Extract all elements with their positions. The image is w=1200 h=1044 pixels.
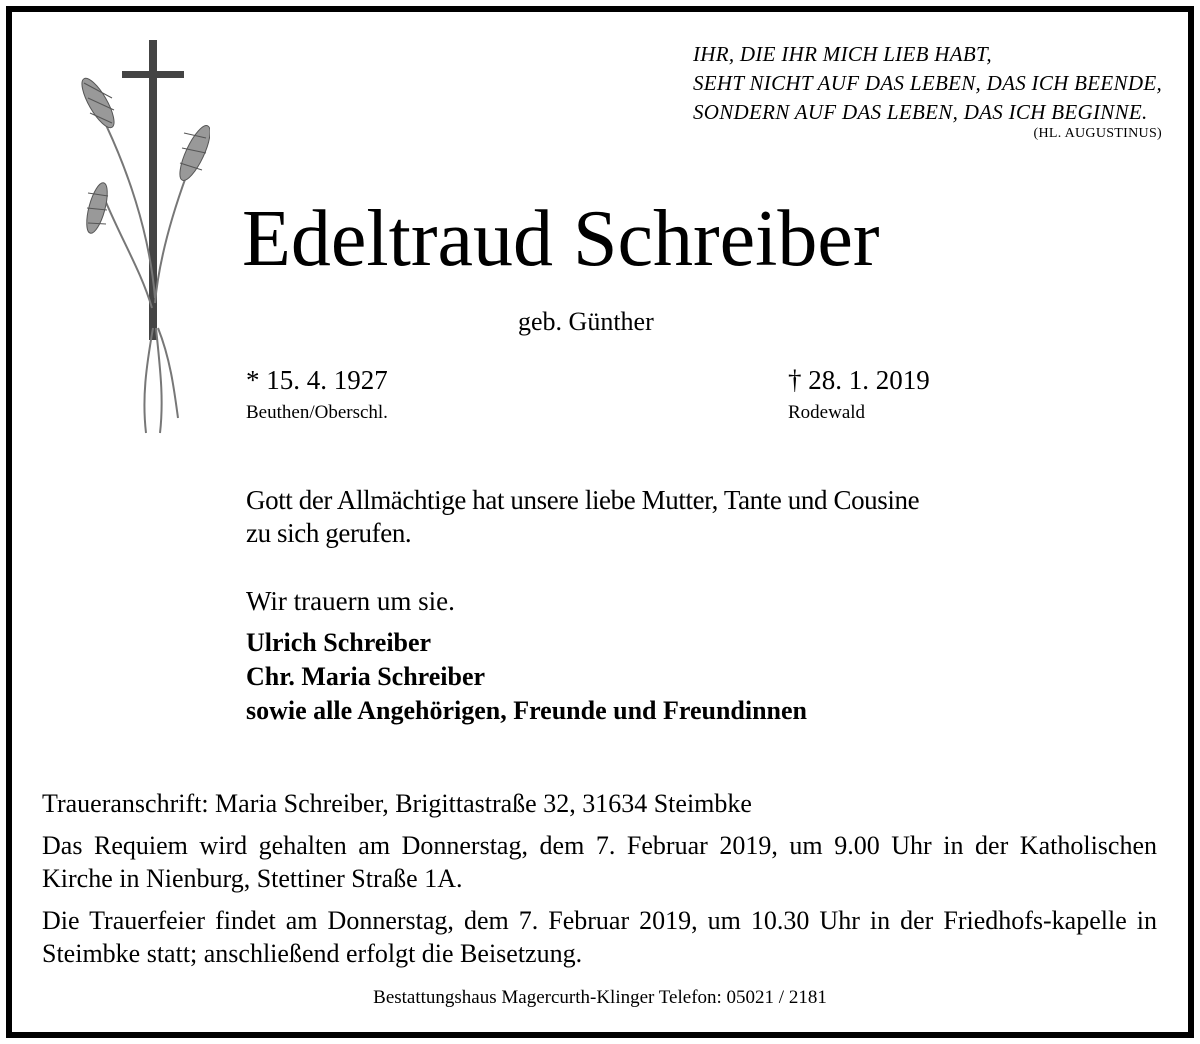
announcement-line: Gott der Allmächtige hat unsere liebe Mutter, Tante und Cousine [246, 485, 920, 515]
maiden-name: geb. Günther [518, 307, 654, 336]
birth-place: Beuthen/Oberschl. [246, 402, 388, 423]
announcement-text [246, 484, 919, 550]
quote-line: SONDERN AUF DAS LEBEN, DAS ICH BEGINNE. [692, 100, 1148, 124]
mourners-list [246, 626, 807, 728]
quote-source: (HL. AUGUSTINUS) [1033, 126, 1162, 141]
deceased-name: Edeltraud Schreiber [242, 195, 880, 283]
mourner-name: Ulrich Schreiber [246, 628, 432, 657]
mourner-name: Chr. Maria Schreiber [246, 662, 486, 691]
quote-block [693, 40, 1162, 143]
requiem-info: Das Requiem wird gehalten am Donnerstag, dem 7. Februar 2019, um 9.00 Uhr in der Katholischen Kirche in Nienburg, Stettiner Straße 1A. [42, 831, 1157, 893]
quote-line: SEHT NICHT AUF DAS LEBEN, DAS ICH BEENDE, [692, 71, 1162, 95]
funeral-home-contact: Bestattungshaus Magercurth-Klinger Telefon: 05021 / 2181 [373, 987, 827, 1008]
ceremony-info: Die Trauerfeier findet am Donnerstag, dem 7. Februar 2019, um 10.30 Uhr in der Friedhofs-kapelle in Steimbke statt; anschließend erfolgt die Beisetzung. [42, 906, 1157, 968]
death-date: † 28. 1. 2019 [788, 365, 930, 395]
death-info [788, 364, 930, 426]
mourning-address: Traueranschrift: Maria Schreiber, Brigittastraße 32, 31634 Steimbke [42, 789, 752, 818]
cross-with-wheat-icon [60, 38, 210, 438]
birth-date: * 15. 4. 1927 [246, 365, 388, 395]
mourner-name: sowie alle Angehörigen, Freunde und Freundinnen [246, 696, 808, 725]
quote-line: IHR, DIE IHR MICH LIEB HABT, [692, 42, 992, 66]
birth-info [246, 364, 388, 426]
mourning-intro: Wir trauern um sie. [246, 586, 455, 616]
announcement-line: zu sich gerufen. [246, 518, 412, 548]
death-place: Rodewald [788, 402, 866, 423]
